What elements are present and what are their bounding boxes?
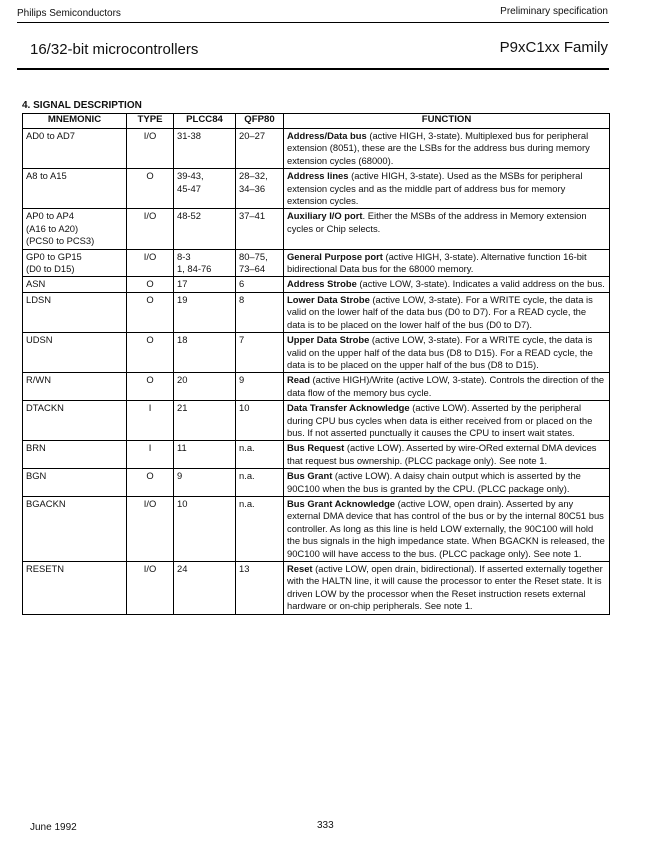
function-cell xyxy=(284,373,610,401)
qfp80-cell: 10 xyxy=(236,401,284,441)
function-cell xyxy=(284,469,610,497)
section-heading: 4. SIGNAL DESCRIPTION xyxy=(22,100,142,111)
type-cell: I/O xyxy=(127,496,174,561)
table-row xyxy=(23,129,610,169)
type-cell: I/O xyxy=(127,129,174,169)
mnemonic-cell: LDSN xyxy=(23,292,127,332)
plcc84-cell: 39-43, 45-47 xyxy=(174,169,236,209)
mnemonic-cell: AD0 to AD7 xyxy=(23,129,127,169)
mnemonic-cell: A8 to A15 xyxy=(23,169,127,209)
header-rule xyxy=(17,22,609,23)
function-description: (active LOW, 3-state). Indicates a valid address on the bus. xyxy=(356,278,605,290)
company-name: Philips Semiconductors xyxy=(17,8,121,19)
type-cell: I/O xyxy=(127,209,174,249)
type-cell: I/O xyxy=(127,562,174,615)
plcc84-cell: 21 xyxy=(174,401,236,441)
qfp80-cell: 13 xyxy=(236,562,284,615)
function-description: (active LOW). Asserted by the peripheral during CPU bus cycles when data is either received from or placed on the bus. If not asserted punctually it causes the CPU to insert wait states. xyxy=(287,402,593,438)
plcc84-cell: 9 xyxy=(174,469,236,497)
plcc84-cell: 48-52 xyxy=(174,209,236,249)
mnemonic-cell: RESETN xyxy=(23,562,127,615)
table-row xyxy=(23,292,610,332)
plcc84-cell: 20 xyxy=(174,373,236,401)
function-description: (active LOW, 3-state). For a WRITE cycle, the data is valid on the lower half of the data bus (D0 to D7). For a READ cycle, the data is to be placed on the lower half of the bus (D0 to D7). xyxy=(287,293,593,330)
mnemonic-cell: BGN xyxy=(23,469,127,497)
function-cell xyxy=(284,441,610,469)
title-rule xyxy=(17,68,609,70)
table-row xyxy=(23,373,610,401)
qfp80-cell: n.a. xyxy=(236,441,284,469)
function-cell xyxy=(284,209,610,249)
table-row xyxy=(23,169,610,209)
product-line-title: 16/32-bit microcontrollers xyxy=(30,41,199,58)
col-header-mnemonic: MNEMONIC xyxy=(23,114,127,129)
mnemonic-cell: R/WN xyxy=(23,373,127,401)
type-cell: O xyxy=(127,277,174,292)
table-row xyxy=(23,209,610,249)
page-number: 333 xyxy=(317,820,334,831)
qfp80-cell: 6 xyxy=(236,277,284,292)
function-description: (active LOW, open drain). Asserted by any external DMA device that has control of the bus or by the internal 80C51 bus controller. As long as this line is held LOW externally, the 90C100 will hold the bus signals in the high impedance state. When BGACKN is released, the 90C100 will have access to the bus. (PLCC package only). See note 1. xyxy=(287,497,605,559)
mnemonic-cell: ASN xyxy=(23,277,127,292)
signal-table xyxy=(22,113,610,615)
type-cell: O xyxy=(127,373,174,401)
table-row xyxy=(23,333,610,373)
table-row xyxy=(23,469,610,497)
qfp80-cell: 8 xyxy=(236,292,284,332)
qfp80-cell: 9 xyxy=(236,373,284,401)
plcc84-cell: 31-38 xyxy=(174,129,236,169)
type-cell: O xyxy=(127,292,174,332)
function-description: (active LOW, open drain, bidirectional). If asserted externally together with the HALTN line, it will cause the processor to enter the Reset state. It is driven LOW by the processor when the Reset instruction resets external hardware or on-chip peripherals. See note 1. xyxy=(287,563,603,612)
function-title: Address/Data bus xyxy=(287,130,367,141)
col-header-type: TYPE xyxy=(127,114,174,129)
plcc84-cell: 8-3 1, 84-76 xyxy=(174,249,236,277)
function-title: Bus Grant xyxy=(287,470,333,482)
col-header-qfp80: QFP80 xyxy=(236,114,284,129)
function-cell xyxy=(284,129,610,169)
function-cell xyxy=(284,496,610,561)
function-description: (active LOW). A daisy chain output which is asserted by the 90C100 when the bus is granted by the CPU. (PLCC package only). xyxy=(287,470,581,494)
table-row xyxy=(23,441,610,469)
product-family-title: P9xC1xx Family xyxy=(499,39,608,56)
function-description: (active HIGH)/Write (active LOW, 3-state). Controls the direction of the data flow of the memory bus cycle. xyxy=(287,374,605,398)
type-cell: I xyxy=(127,441,174,469)
function-description: . Either the MSBs of the address in Memory extension cycles or Chip selects. xyxy=(287,210,587,234)
spec-status: Preliminary specification xyxy=(500,6,608,17)
qfp80-cell: 20–27 xyxy=(236,129,284,169)
function-cell xyxy=(284,333,610,373)
table-row xyxy=(23,562,610,615)
plcc84-cell: 11 xyxy=(174,441,236,469)
function-cell xyxy=(284,169,610,209)
mnemonic-cell: AP0 to AP4 (A16 to A20) (PCS0 to PCS3) xyxy=(23,209,127,249)
table-row xyxy=(23,496,610,561)
qfp80-cell: n.a. xyxy=(236,496,284,561)
plcc84-cell: 17 xyxy=(174,277,236,292)
qfp80-cell: 37–41 xyxy=(236,209,284,249)
function-cell xyxy=(284,401,610,441)
plcc84-cell: 24 xyxy=(174,562,236,615)
qfp80-cell: 7 xyxy=(236,333,284,373)
function-description: (active HIGH, 3-state). Alternative function 16-bit bidirectional Data bus for the 68000 memory. xyxy=(287,250,587,275)
qfp80-cell: 28–32, 34–36 xyxy=(236,169,284,209)
type-cell: I xyxy=(127,401,174,441)
function-title: General Purpose port xyxy=(287,250,383,262)
table-row xyxy=(23,277,610,292)
function-title: Bus Grant Acknowledge xyxy=(287,497,396,509)
function-description: (active LOW, 3-state). For a WRITE cycle, the data is valid on the upper half of the data bus (D8 to D15). For a READ cycle, the data is to be placed on the upper half of the bus (D8 to D15). xyxy=(287,334,593,370)
footer-date: June 1992 xyxy=(30,822,77,833)
function-description: (active HIGH, 3-state). Multiplexed bus for peripheral extension (8051), these are the LSBs for the address bus during memory extension cycles (68000). xyxy=(287,130,590,166)
type-cell: O xyxy=(127,469,174,497)
col-header-plcc84: PLCC84 xyxy=(174,114,236,129)
table-row xyxy=(23,401,610,441)
type-cell: O xyxy=(127,169,174,209)
plcc84-cell: 18 xyxy=(174,333,236,373)
function-title: Data Transfer Acknowledge xyxy=(287,402,410,414)
col-header-function: FUNCTION xyxy=(284,114,610,129)
function-title: Address lines xyxy=(287,170,349,182)
plcc84-cell: 10 xyxy=(174,496,236,561)
mnemonic-cell: GP0 to GP15 (D0 to D15) xyxy=(23,249,127,277)
function-cell xyxy=(284,249,610,277)
type-cell: I/O xyxy=(127,249,174,277)
qfp80-cell: 80–75, 73–64 xyxy=(236,249,284,277)
function-cell xyxy=(284,277,610,292)
function-title: Lower Data Strobe xyxy=(287,293,370,305)
function-title: Read xyxy=(287,374,310,386)
mnemonic-cell: DTACKN xyxy=(23,401,127,441)
function-cell xyxy=(284,292,610,332)
table-row xyxy=(23,249,610,277)
mnemonic-cell: BRN xyxy=(23,441,127,469)
function-title: Reset xyxy=(287,563,313,574)
function-title: Auxiliary I/O port xyxy=(287,210,363,222)
table-header-row xyxy=(23,114,610,129)
mnemonic-cell: UDSN xyxy=(23,333,127,373)
function-title: Bus Request xyxy=(287,442,345,454)
type-cell: O xyxy=(127,333,174,373)
plcc84-cell: 19 xyxy=(174,292,236,332)
function-description: (active LOW). Asserted by wire-ORed external DMA devices that request bus ownership. (PLCC package only). See note 1. xyxy=(287,442,597,466)
function-description: (active HIGH, 3-state). Used as the MSBs for peripheral extension cycles and as the middle part of address bus for memory extension cycles. xyxy=(287,170,583,207)
function-title: Address Strobe xyxy=(287,278,357,290)
mnemonic-cell: BGACKN xyxy=(23,496,127,561)
qfp80-cell: n.a. xyxy=(236,469,284,497)
function-cell xyxy=(284,562,610,615)
function-title: Upper Data Strobe xyxy=(287,334,370,346)
